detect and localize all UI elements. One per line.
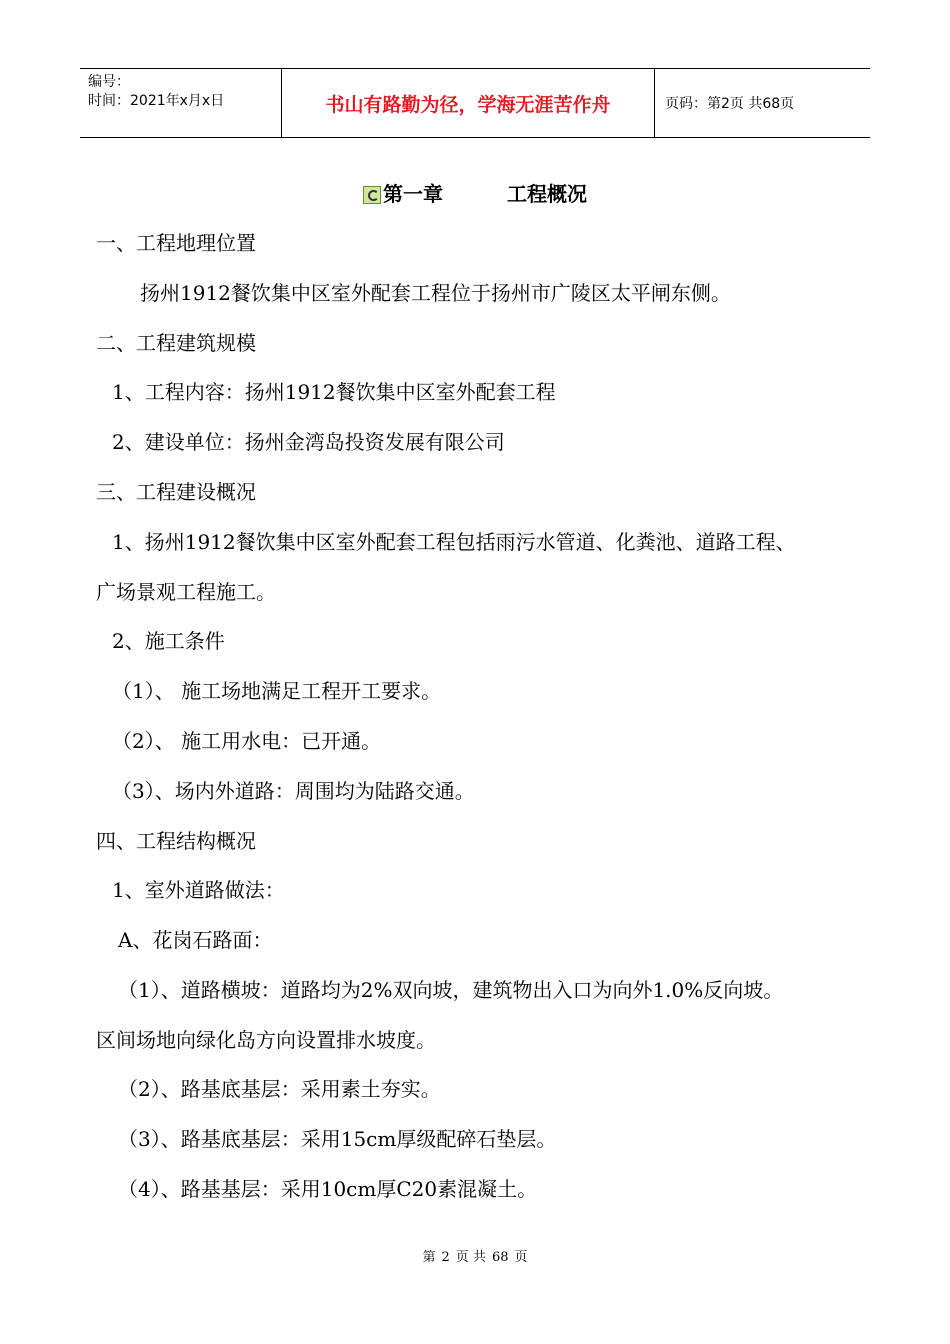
header-motto: 书山有路勤为径，学海无涯苦作舟 <box>282 69 655 137</box>
body-line: （1）、道路横坡：道路均为2%双向坡，建筑物出入口为向外1.0%反向坡。 <box>118 978 784 1002</box>
section-heading-1: 一、工程地理位置 <box>96 231 256 255</box>
header-page-info: 页码：第2页 共68页 <box>665 96 795 112</box>
body-line: 1、工程内容：扬州1912餐饮集中区室外配套工程 <box>112 380 556 404</box>
body-line: 1、扬州1912餐饮集中区室外配套工程包括雨污水管道、化粪池、道路工程、 <box>112 530 796 554</box>
body-line: 2、建设单位：扬州金湾岛投资发展有限公司 <box>112 430 505 454</box>
footer-suffix: 页 <box>514 1250 528 1265</box>
document-number-label: 编号： <box>88 74 130 90</box>
chapter-heading <box>0 178 950 207</box>
body-line: 区间场地向绿化岛方向设置排水坡度。 <box>96 1028 436 1052</box>
chapter-title: 工程概况 <box>507 182 587 206</box>
body-line: （1）、 施工场地满足工程开工要求。 <box>112 679 442 703</box>
body-line: （3）、场内外道路：周围均为陆路交通。 <box>112 779 475 803</box>
chapter-number: 第一章 <box>383 182 443 206</box>
body-line: 2、施工条件 <box>112 629 225 653</box>
body-line: （2）、路基底基层：采用素土夯实。 <box>118 1077 441 1101</box>
body-line: （2）、 施工用水电：已开通。 <box>112 729 382 753</box>
footer-prefix: 第 <box>422 1250 436 1265</box>
body-line: 扬州1912餐饮集中区室外配套工程位于扬州市广陵区太平闸东侧。 <box>140 281 731 305</box>
document-time-label: 时间：2021年x月x日 <box>88 93 225 109</box>
body-line: （3）、路基底基层：采用15cm厚级配碎石垫层。 <box>118 1127 557 1151</box>
body-line: （4）、路基基层：采用10cm厚C20素混凝土。 <box>118 1177 538 1201</box>
footer-middle: 页 共 <box>455 1250 486 1265</box>
footer-page-number: 2 <box>441 1250 450 1265</box>
header-meta <box>80 69 282 137</box>
body-line: 1、室外道路做法： <box>112 878 285 902</box>
document-icon <box>363 186 381 204</box>
footer-total-pages: 68 <box>491 1250 509 1265</box>
section-heading-2: 二、工程建筑规模 <box>96 331 256 355</box>
section-heading-3: 三、工程建设概况 <box>96 480 256 504</box>
body-line: 广场景观工程施工。 <box>96 580 276 604</box>
page-footer <box>0 1246 950 1265</box>
section-heading-4: 四、工程结构概况 <box>96 829 256 853</box>
page-header <box>80 68 870 138</box>
body-line: A、花岗石路面： <box>118 928 273 952</box>
